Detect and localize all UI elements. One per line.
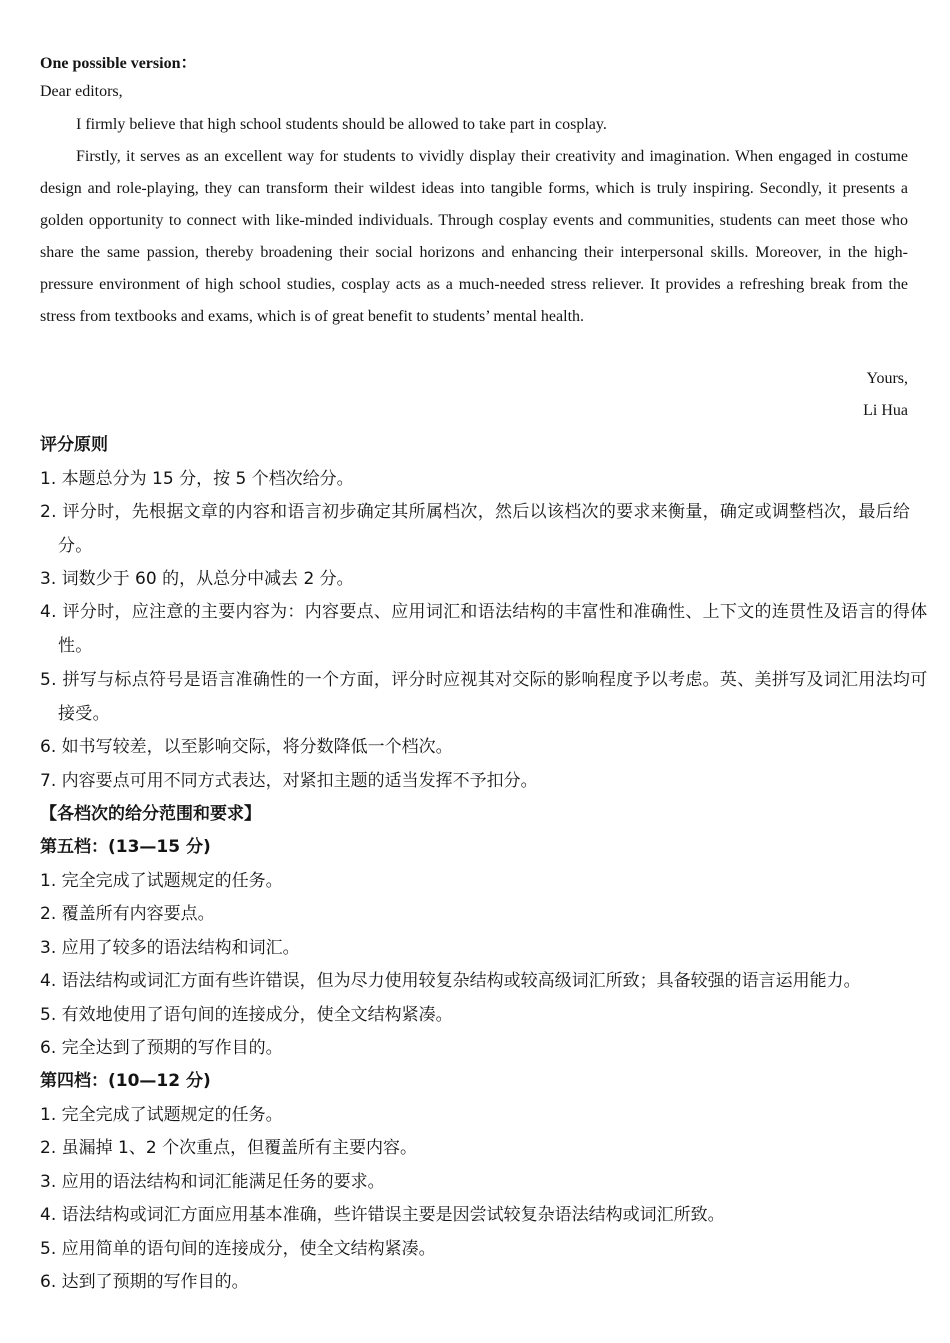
essay-signature: Li Hua — [863, 402, 908, 419]
level4-item: 1. 完全完成了试题规定的任务。 — [40, 1105, 283, 1125]
principle-item: 7. 内容要点可用不同方式表达，对紧扣主题的适当发挥不予扣分。 — [40, 771, 538, 791]
principle-item: 4. 评分时，应注意的主要内容为：内容要点、应用词汇和语法结构的丰富性和准确性、上下文的连贯性及语言的得体性。 — [40, 602, 928, 656]
principle-item: 2. 评分时，先根据文章的内容和语言初步确定其所属档次，然后以该档次的要求来衡量，确定或调整档次，最后给分。 — [40, 502, 911, 556]
principle-item: 6. 如书写较差，以至影响交际，将分数降低一个档次。 — [40, 737, 453, 757]
level4-item: 5. 应用简单的语句间的连接成分，使全文结构紧凑。 — [40, 1239, 436, 1259]
level5-item: 5. 有效地使用了语句间的连接成分，使全文结构紧凑。 — [40, 1005, 453, 1025]
essay-salutation: Dear editors, — [40, 83, 123, 100]
level5-item: 6. 完全达到了预期的写作目的。 — [40, 1038, 283, 1058]
level5-item: 4. 语法结构或词汇方面有些许错误，但为尽力使用较复杂结构或较高级词汇所致；具备较强的语言运用能力。 — [40, 971, 861, 991]
principle-item: 1. 本题总分为 15 分，按 5 个档次给分。 — [40, 469, 354, 489]
level4-title: 第四档：(10—12 分) — [40, 1071, 211, 1091]
level4-item: 2. 虽漏掉 1、2 个次重点，但覆盖所有主要内容。 — [40, 1138, 418, 1158]
principle-item: 3. 词数少于 60 的，从总分中减去 2 分。 — [40, 569, 354, 589]
level5-item: 2. 覆盖所有内容要点。 — [40, 904, 215, 924]
essay-heading: One possible version： — [40, 55, 197, 72]
level4-item: 6. 达到了预期的写作目的。 — [40, 1272, 249, 1292]
level5-item: 3. 应用了较多的语法结构和词汇。 — [40, 938, 300, 958]
essay-paragraph-1: I firmly believe that high school students should be allowed to take part in cosplay. — [76, 116, 607, 133]
principles-title: 评分原则 — [40, 435, 108, 455]
level5-title: 第五档：(13—15 分) — [40, 837, 211, 857]
level5-item: 1. 完全完成了试题规定的任务。 — [40, 871, 283, 891]
essay-paragraph-2: Firstly, it serves as an excellent way for students to vividly display their creativity and imagination. When engaged in costume design and role-playing, they can transform their wildest ideas into tangible forms, which is truly inspiring. Secondly, it presents a golden opportunity to connect with like-minded individuals. Through cosplay events and communities, students can meet those who share the same passion, thereby broadening their social horizons and enhancing their interpersonal skills. Moreover, in the high-pressure environment of high school studies, cosplay acts as a much-needed stress reliever. It provides a refreshing break from the stress from textbooks and exams, which is of great benefit to students’ mental health. — [40, 148, 908, 325]
level4-item: 3. 应用的语法结构和词汇能满足任务的要求。 — [40, 1172, 385, 1192]
principle-item: 5. 拼写与标点符号是语言准确性的一个方面，评分时应视其对交际的影响程度予以考虑。英、美拼写及词汇用法均可接受。 — [40, 670, 928, 724]
levels-title: 【各档次的给分范围和要求】 — [40, 804, 261, 824]
level4-item: 4. 语法结构或词汇方面应用基本准确，些许错误主要是因尝试较复杂语法结构或词汇所致。 — [40, 1205, 725, 1225]
essay-closing: Yours, — [866, 370, 908, 387]
